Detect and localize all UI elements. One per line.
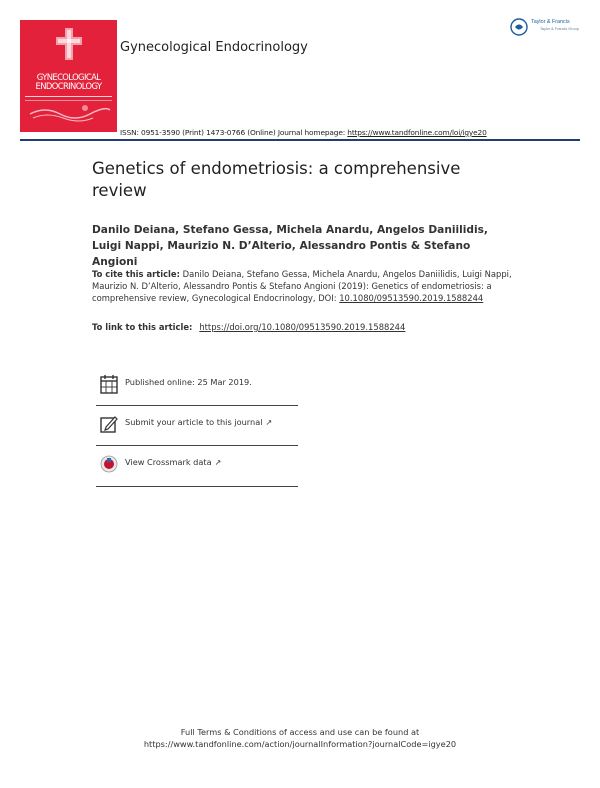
publisher-name: Taylor & Francis (531, 19, 570, 25)
submit-article-link[interactable] (125, 417, 272, 427)
article-doi-url-link[interactable]: https://doi.org/10.1080/09513590.2019.1588244 (199, 322, 406, 332)
info-divider (96, 445, 298, 446)
submit-article-text: Submit your article to this journal (125, 417, 263, 427)
publisher-subtitle: Taylor & Francis Group (540, 27, 579, 31)
citation-block (92, 268, 512, 305)
footer-terms (100, 726, 500, 750)
article-link-line (92, 322, 405, 332)
citation-label: To cite this article: (92, 269, 180, 279)
taylor-francis-logo-icon (510, 18, 528, 36)
publisher-logo[interactable] (510, 18, 582, 38)
cover-cross-emblem-icon (56, 28, 82, 60)
calendar-icon (100, 374, 118, 394)
crossmark-icon (100, 454, 118, 474)
footer-terms-text: Full Terms & Conditions of access and use can be found at (180, 727, 420, 737)
submit-article-row[interactable] (96, 410, 296, 442)
citation-text: Danilo Deiana, Stefano Gessa, Michela Anardu, Angelos Daniilidis, Luigi Nappi, Maurizio N. D’Alterio, Alessandro Pontis & Stefano Angioni (2019): Genetics of endometriosis: a comprehensive review, Gynecological Endocrinology, DOI: (92, 269, 512, 304)
external-link-icon: ↗ (214, 458, 222, 467)
published-online-row (96, 370, 296, 402)
article-title[interactable]: Genetics of endometriosis: a comprehensive review (92, 159, 461, 200)
crossmark-link[interactable] (125, 457, 221, 467)
crossmark-text: View Crossmark data (125, 457, 212, 467)
cover-title-line2: ENDOCRINOLOGY (35, 81, 102, 91)
journal-title[interactable]: Gynecological Endocrinology (120, 40, 308, 55)
edit-pencil-icon (100, 414, 118, 434)
crossmark-row[interactable] (96, 450, 296, 482)
article-authors: Danilo Deiana, Stefano Gessa, Michela Anardu, Angelos Daniilidis, Luigi Nappi, Maurizio N. D’Alterio, Alessandro Pontis & Stefano Angioni (92, 224, 488, 268)
cover-title-line1: GYNECOLOGICAL (36, 72, 101, 82)
footer-terms-link[interactable]: https://www.tandfonline.com/action/journalInformation?journalCode=igye20 (143, 739, 457, 749)
citation-doi-link[interactable]: 10.1080/09513590.2019.1588244 (339, 293, 484, 304)
cover-decoration (25, 96, 112, 126)
external-link-icon: ↗ (265, 418, 273, 427)
published-online-text: Published online: 25 Mar 2019. (125, 377, 252, 387)
issn-line (120, 128, 487, 137)
issn-text: ISSN: 0951-3590 (Print) 1473-0766 (Online) Journal homepage: (120, 128, 348, 137)
info-divider (96, 405, 298, 406)
link-label: To link to this article: (92, 322, 196, 332)
info-divider (96, 486, 298, 487)
header-divider (20, 139, 580, 141)
journal-homepage-link[interactable]: https://www.tandfonline.com/loi/igye20 (347, 128, 487, 137)
journal-cover-image (20, 20, 117, 132)
